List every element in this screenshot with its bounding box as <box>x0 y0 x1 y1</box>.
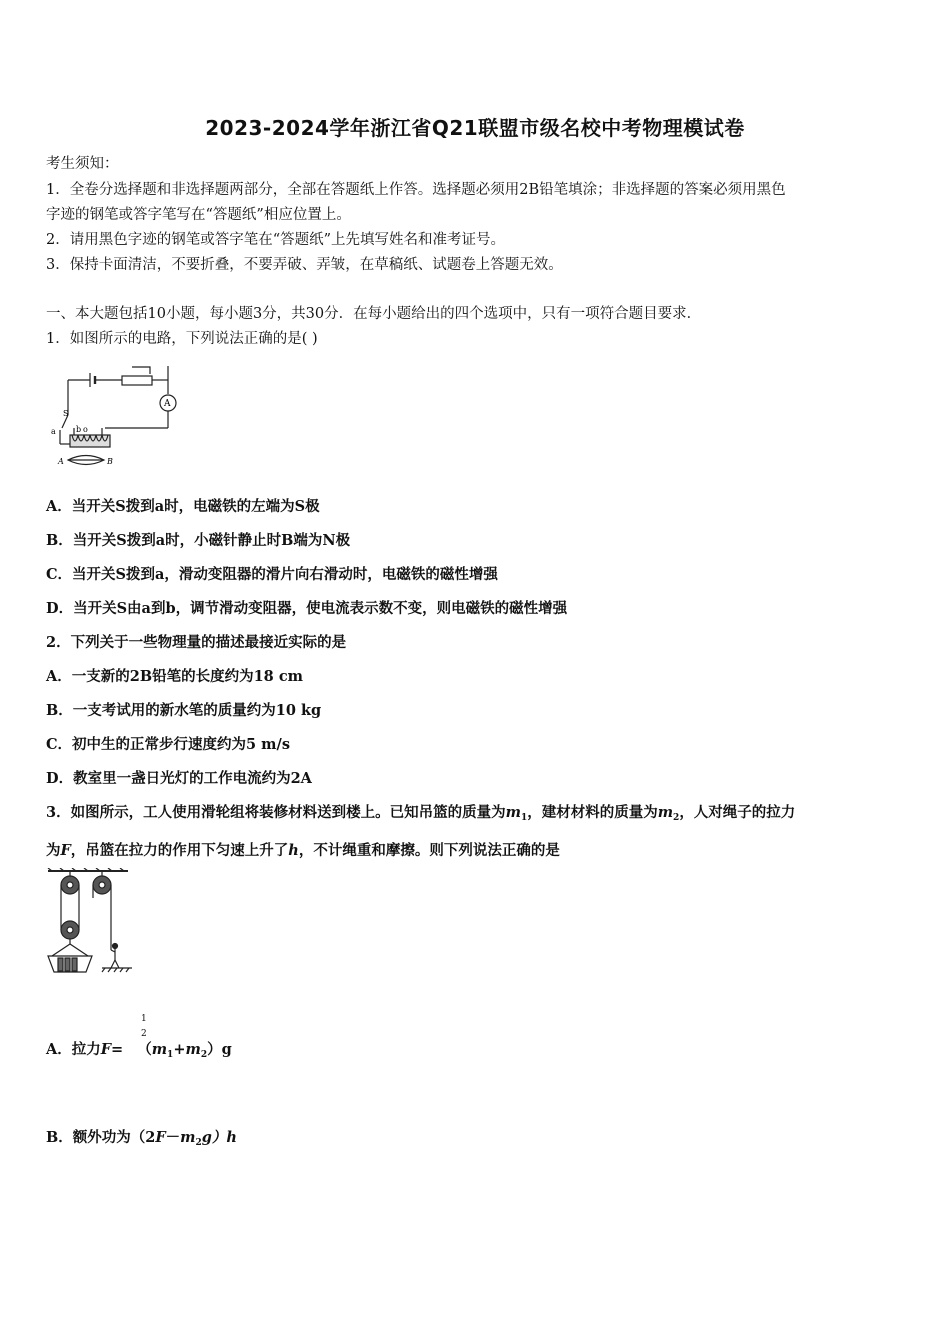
q1-stem: 1．如图所示的电路，下列说法正确的是( ) <box>46 331 318 347</box>
notice-heading: 考生须知： <box>46 156 119 172</box>
q1-circuit-figure <box>50 360 185 472</box>
fraction-numerator: 1 <box>141 1014 147 1024</box>
label-b: b <box>76 425 82 434</box>
q1-option-a: A．当开关S拨到a时，电磁铁的左端为S极 <box>46 498 320 515</box>
label-o: o <box>83 425 88 434</box>
notice-item-1: 1．全卷分选择题和非选择题两部分，全部在答题纸上作答。选择题必须用2B铅笔填涂；非选择题的答案必须用黑色 <box>46 182 786 198</box>
q1-option-c: C．当开关S拨到a，滑动变阻器的滑片向右滑动时，电磁铁的磁性增强 <box>46 566 498 583</box>
q2-option-c: C．初中生的正常步行速度约为5 m/s <box>46 736 290 753</box>
q3-stem-line-2: 为F，吊篮在拉力的作用下匀速上升了h，不计绳重和摩擦。则下列说法正确的是 <box>46 842 560 859</box>
q1-option-d: D．当开关S由a到b，调节滑动变阻器，使电流表示数不变，则电磁铁的磁性增强 <box>46 600 568 617</box>
q2-option-a: A．一支新的2B铅笔的长度约为18 cm <box>46 668 303 685</box>
ammeter-label: A <box>164 399 171 409</box>
notice-item-2: 2．请用黑色字迹的钢笔或答字笔在“答题纸”上先填写姓名和准考证号。 <box>46 232 506 248</box>
fraction-denominator: 2 <box>141 1029 147 1039</box>
q3-option-b: B．额外功为$(2F-m_2g)h$ <box>46 1129 237 1148</box>
notice-item-3: 3．保持卡面清洁，不要折叠，不要弄破、弄皱，在草稿纸、试题卷上答题无效。 <box>46 257 563 273</box>
q2-stem: 2．下列关于一些物理量的描述最接近实际的是 <box>46 634 347 651</box>
label-a: a <box>51 427 56 436</box>
q1-option-b: B．当开关S拨到a时，小磁针静止时B端为N极 <box>46 532 351 549</box>
needle-label-left: A <box>58 457 64 466</box>
section-heading: 一、本大题包括10小题，每小题3分，共30分．在每小题给出的四个选项中，只有一项符合题目要求． <box>46 306 702 322</box>
label-s: S <box>63 409 69 418</box>
page-title: 2023-2024学年浙江省Q21联盟市级名校中考物理模试卷 <box>205 116 745 140</box>
q3-option-a: A．拉力$F= (m_1+m_2)g$ <box>46 1041 232 1060</box>
q2-option-b: B．一支考试用的新水笔的质量约为10 kg <box>46 702 322 719</box>
q2-option-d: D．教室里一盏日光灯的工作电流约为2A <box>46 770 312 787</box>
q3-stem-line-1: 3．如图所示，工人使用滑轮组将装修材料送到楼上。已知吊篮的质量为$m_1$，建材材料的质量为$m_2$，人对绳子的拉力 <box>46 804 796 823</box>
needle-label-right: B <box>107 457 113 466</box>
notice-item-1-cont: 字迹的钢笔或答字笔写在“答题纸”相应位置上。 <box>46 207 351 223</box>
q3-pulley-figure <box>44 868 136 976</box>
